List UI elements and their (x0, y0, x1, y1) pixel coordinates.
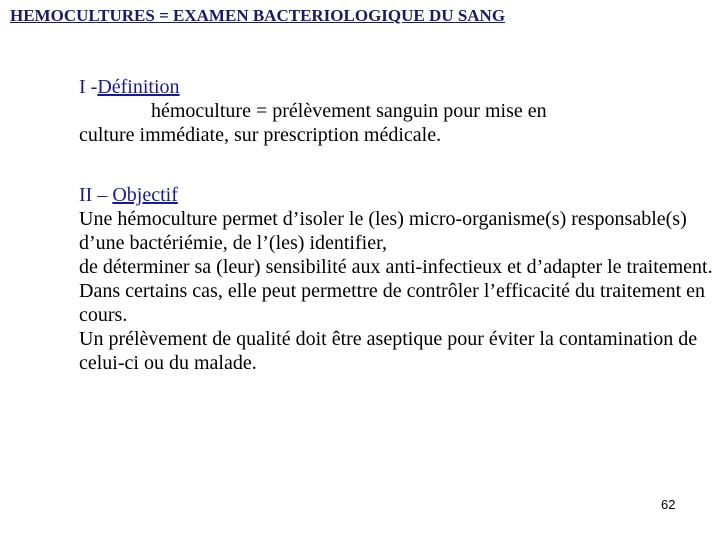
definition-line-2: culture immédiate, sur prescription médicale. (79, 124, 442, 146)
section-number: I - (79, 76, 98, 98)
definition-text (79, 99, 714, 147)
objectif-paragraph-1: Une hémoculture permet d’isoler le (les) micro-organisme(s) responsable(s) d’une bactériémie, de l’(les) identifier, (79, 208, 687, 254)
objectif-paragraph-3: Dans certains cas, elle peut permettre de contrôler l’efficacité du traitement en cours. (79, 280, 705, 326)
slide-body (79, 75, 714, 375)
section-title: Définition (97, 76, 180, 98)
section-objectif-heading (79, 183, 714, 207)
slide-title: HEMOCULTURES = EXAMEN BACTERIOLOGIQUE DU SANG (10, 6, 506, 25)
section-definition-heading (79, 75, 714, 99)
section-number: II – (79, 184, 113, 206)
page-number: 62 (661, 497, 676, 512)
definition-line-1: hémoculture = prélèvement sanguin pour mise en (151, 100, 547, 122)
objectif-paragraph-2: de déterminer sa (leur) sensibilité aux anti-infectieux et d’adapter le traitement. (79, 256, 713, 278)
section-title: Objectif (112, 184, 178, 206)
objectif-paragraph-4: Un prélèvement de qualité doit être aseptique pour éviter la contamination de celui-ci ou du malade. (79, 328, 698, 374)
